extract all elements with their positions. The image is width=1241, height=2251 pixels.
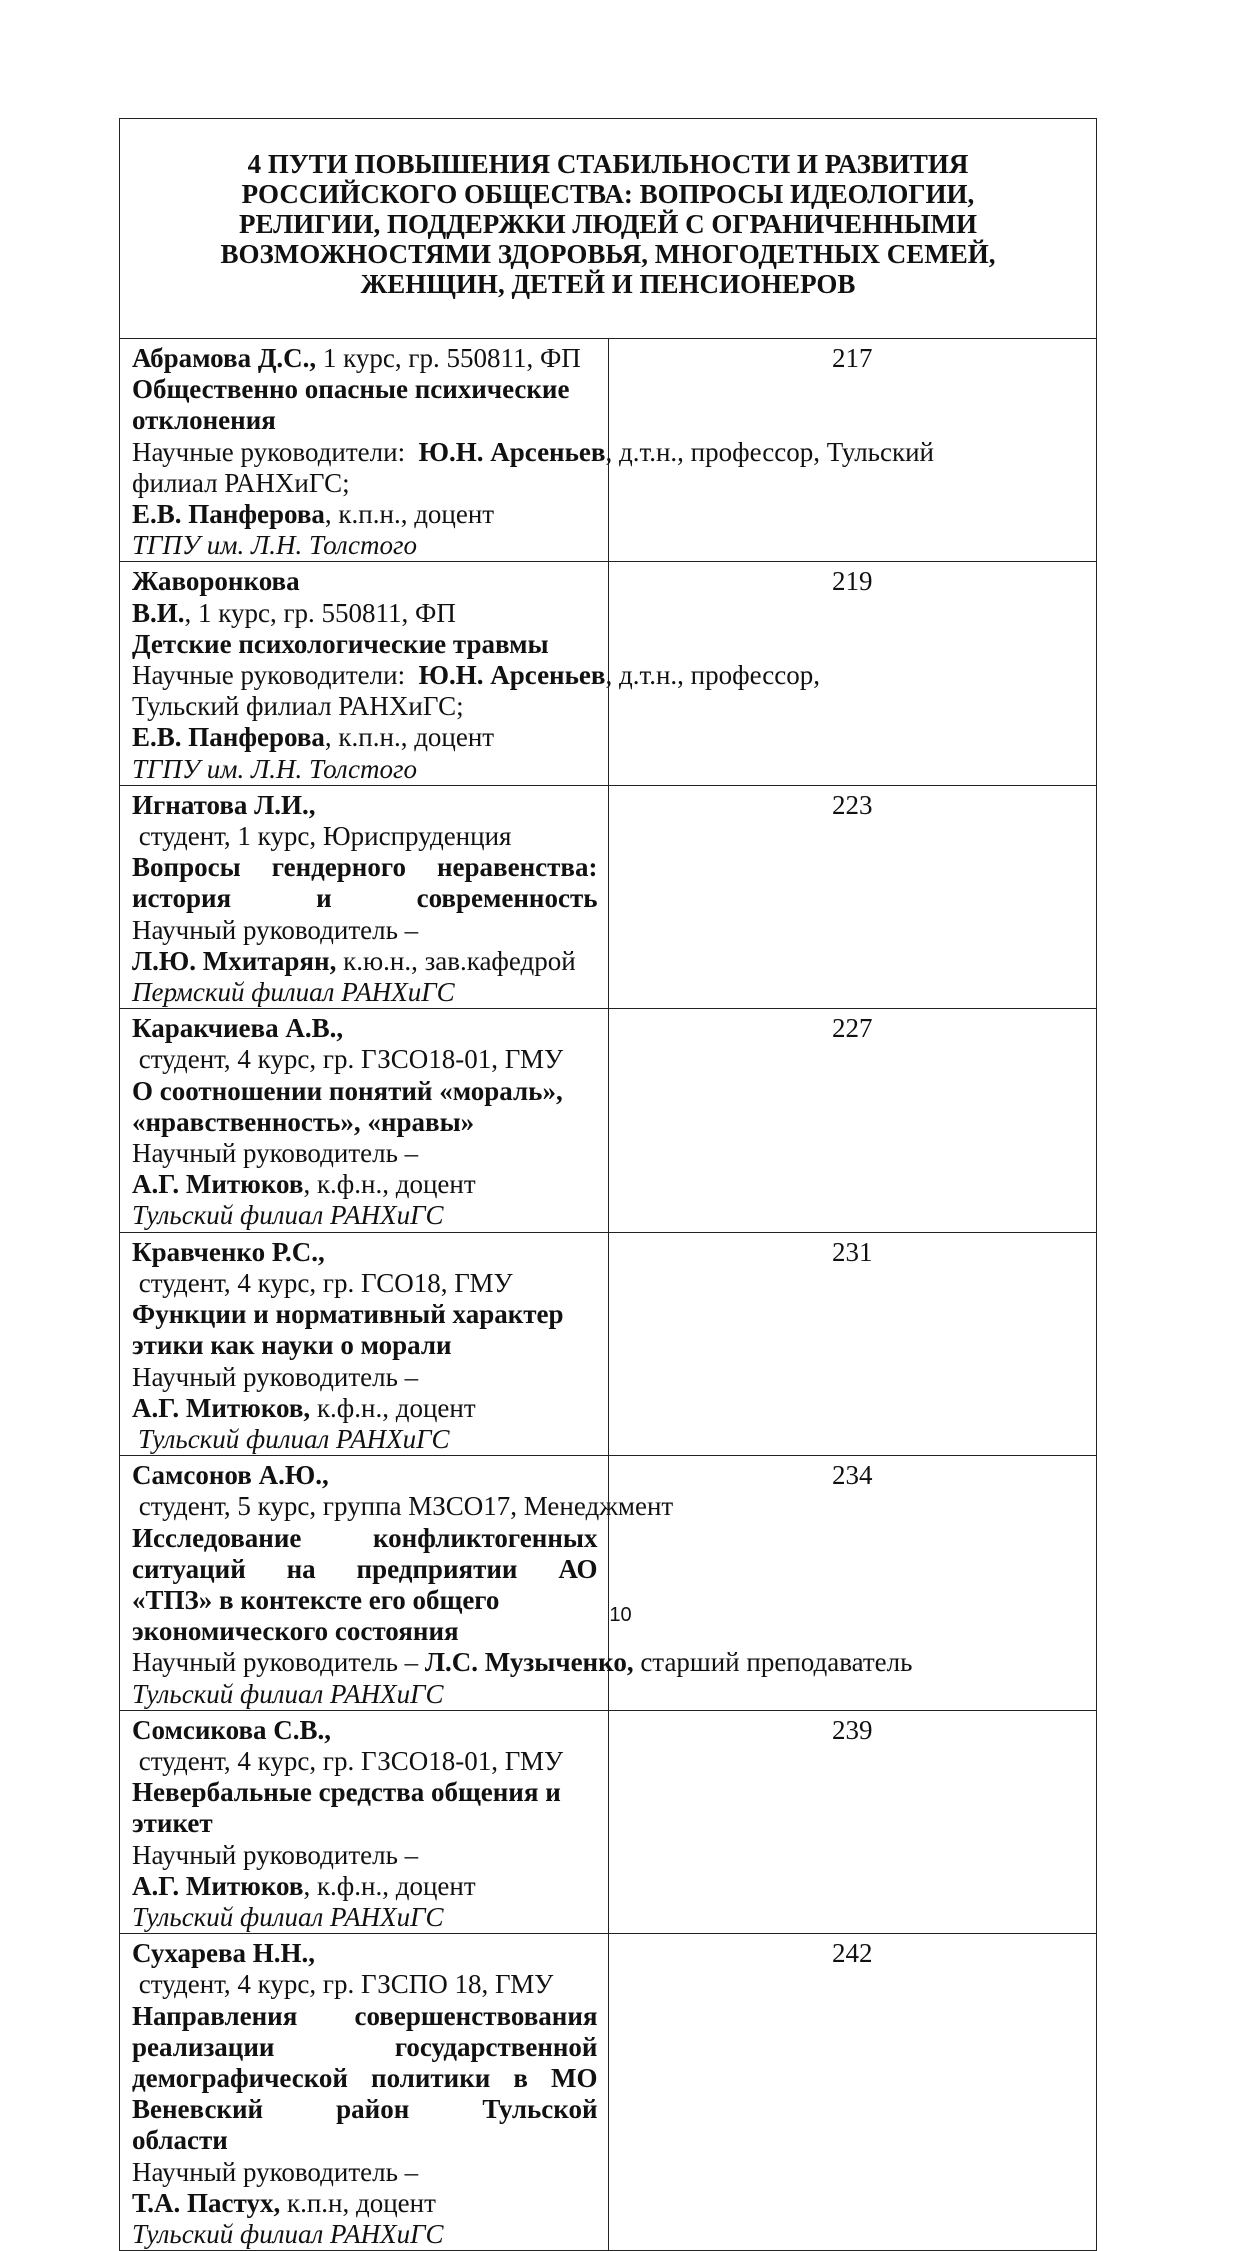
paper-title: Направления совершенствования реализации государственной — [132, 2000, 598, 2062]
author-name: Кравченко Р.С., — [132, 1236, 325, 1267]
author-name: Игнатова Л.И., — [132, 789, 316, 820]
supervisor-name: Т.А. Пастух, — [132, 2187, 281, 2218]
supervisor-line — [132, 915, 598, 977]
supervisor-text: к.ф.н., доцент — [310, 1392, 476, 1423]
supervisor-line — [132, 2157, 598, 2219]
toc-entry — [120, 1934, 609, 2251]
section-title-line: ВОЗМОЖНОСТЯМИ ЗДОРОВЬЯ, МНОГОДЕТНЫХ СЕМЕЙ, — [220, 239, 996, 269]
author-name: Самсонов А.Ю., — [132, 1460, 329, 1491]
supervisor-line — [132, 1647, 913, 1678]
author-name: Жаворонкова В.И. — [132, 566, 300, 628]
paper-title: «ТПЗ» в контексте его общего экономического состояния — [132, 1584, 500, 1647]
page-ref: 217 — [608, 339, 1097, 562]
supervisor-text: к.п.н, доцент — [280, 2187, 436, 2218]
author-line — [132, 1938, 598, 2000]
supervisor-line — [132, 691, 598, 722]
page-ref: 223 — [608, 785, 1097, 1008]
supervisor-text: к.ю.н., зав.кафедрой — [336, 945, 576, 976]
toc-entry — [120, 1710, 609, 1933]
author-line — [132, 790, 598, 852]
supervisor-text: , к.ф.н., доцент — [303, 1169, 476, 1200]
supervisor-text: , к.п.н., доцент — [324, 722, 495, 753]
supervisor-name: Е.В. Панферова — [132, 499, 325, 530]
page-ref: 242 — [608, 1934, 1097, 2251]
toc-entry-row — [120, 1710, 1097, 1933]
toc-entry-row — [120, 339, 1097, 562]
paper-title: области — [132, 2125, 228, 2156]
paper-title: Функции и нормативный характер этики как науки о морали — [132, 1299, 564, 1361]
author-name: Каракчиева А.В., — [132, 1013, 344, 1044]
supervisor-text: старший преподаватель — [633, 1647, 913, 1678]
page-ref: 231 — [608, 1232, 1097, 1455]
author-line — [132, 1715, 598, 1777]
toc-entry-row — [120, 1009, 1097, 1232]
supervisor-name: Л.С. Музыченко, — [424, 1647, 634, 1678]
toc-entry-row — [120, 1934, 1097, 2251]
toc-entry-row — [120, 785, 1097, 1008]
supervisor-line — [132, 1840, 598, 1902]
supervisor-text: Научный руководитель – — [132, 1138, 419, 1169]
supervisor-name: Ю.Н. Арсеньев — [418, 660, 606, 691]
paper-title: Исследование конфликтогенных ситуаций на предприятии АО — [132, 1522, 598, 1584]
author-line — [132, 1460, 674, 1522]
page-ref: 239 — [608, 1710, 1097, 1933]
section-title-line: 4 ПУТИ ПОВЫШЕНИЯ СТАБИЛЬНОСТИ И РАЗВИТИЯ — [247, 149, 969, 179]
author-info: студент, 4 курс, гр. ГЗСО18-01, ГМУ — [132, 1745, 564, 1776]
affiliation: Тульский филиал РАНХиГС — [132, 1200, 444, 1231]
section-title-line: ЖЕНЩИН, ДЕТЕЙ И ПЕНСИОНЕРОВ — [360, 269, 856, 299]
toc-entry-row — [120, 1232, 1097, 1455]
page-ref: 219 — [608, 562, 1097, 785]
toc-entry — [120, 562, 820, 785]
author-info: студент, 4 курс, гр. ГЗСО18-01, ГМУ — [132, 1044, 564, 1075]
supervisor-line — [132, 660, 820, 691]
affiliation: ТГПУ им. Л.Н. Толстого — [132, 530, 418, 561]
supervisor-text: филиал РАНХиГС; — [132, 467, 350, 498]
supervisor-line — [132, 722, 598, 753]
author-info: студент, 1 курс, Юриспруденция — [132, 821, 512, 852]
supervisor-name: А.Г. Митюков, — [132, 1392, 311, 1423]
contents-table — [119, 118, 1097, 2251]
affiliation: Тульский филиал РАНХиГС — [132, 2218, 444, 2249]
toc-entry — [120, 785, 609, 1008]
toc-entry — [120, 1009, 609, 1232]
supervisor-line — [132, 436, 934, 468]
supervisor-name: Е.В. Панферова — [132, 722, 325, 753]
supervisor-line — [132, 468, 598, 499]
supervisor-line — [132, 499, 598, 530]
toc-entry-row — [120, 562, 1097, 785]
supervisor-text: Научные руководители: — [132, 660, 419, 691]
supervisor-text: Научный руководитель – — [132, 1361, 419, 1392]
author-info: , 1 курс, гр. 550811, ФП — [184, 597, 456, 628]
author-line — [132, 343, 598, 374]
author-info: студент, 4 курс, гр. ГЗСПО 18, ГМУ — [132, 1969, 554, 2000]
paper-title: Общественно опасные психические отклонения — [132, 374, 570, 436]
paper-title: Невербальные средства общения и этикет — [132, 1777, 561, 1839]
supervisor-text: Тульский филиал РАНХиГС; — [132, 691, 464, 722]
supervisor-name: Ю.Н. Арсеньев — [418, 436, 606, 467]
affiliation: Пермский филиал РАНХиГС — [132, 977, 455, 1008]
supervisor-text: Научный руководитель – — [132, 914, 419, 945]
toc-entry — [120, 1232, 609, 1455]
affiliation: Тульский филиал РАНХиГС — [132, 1678, 444, 1709]
author-info: студент, 4 курс, гр. ГСО18, ГМУ — [132, 1267, 513, 1298]
section-title-line: РЕЛИГИИ, ПОДДЕРЖКИ ЛЮДЕЙ С ОГРАНИЧЕННЫМИ — [239, 209, 977, 239]
author-info: 1 курс, гр. 550811, ФП — [316, 343, 581, 373]
author-line — [132, 1237, 598, 1299]
section-header-row — [120, 119, 1097, 339]
author-name: Сомсикова С.В., — [132, 1714, 332, 1745]
supervisor-text: , к.ф.н., доцент — [303, 1870, 476, 1901]
paper-title: О соотношении понятий «мораль», «нравственность», «нравы» — [132, 1075, 563, 1137]
supervisor-text: , д.т.н., профессор, Тульский — [605, 436, 934, 467]
supervisor-line — [132, 1138, 598, 1200]
paper-title: Детские психологические травмы — [132, 628, 549, 659]
author-info: студент, 5 курс, группа МЗСО17, Менеджмент — [132, 1491, 674, 1522]
toc-entry-row — [120, 1456, 1097, 1711]
author-name: Абрамова Д.С., — [132, 343, 317, 373]
supervisor-name: А.Г. Митюков — [132, 1169, 304, 1200]
author-line — [132, 566, 598, 628]
paper-title: Вопросы гендерного неравенства: история и современность — [132, 852, 598, 914]
supervisor-text: Научный руководитель – — [132, 1839, 419, 1870]
affiliation: ТГПУ им. Л.Н. Толстого — [132, 753, 418, 784]
author-name: Сухарева Н.Н., — [132, 1938, 316, 1969]
supervisor-name: А.Г. Митюков — [132, 1870, 304, 1901]
supervisor-name: Л.Ю. Мхитарян, — [132, 945, 337, 976]
page-ref: 234 — [608, 1456, 1097, 1711]
page-ref: 227 — [608, 1009, 1097, 1232]
section-title — [120, 119, 1097, 339]
supervisor-text: , к.п.н., доцент — [324, 499, 495, 530]
supervisor-text: Научные руководители: — [132, 436, 419, 467]
author-line — [132, 1013, 598, 1075]
page-number: 10 — [609, 1604, 632, 1626]
affiliation: Тульский филиал РАНХиГС — [132, 1901, 444, 1932]
section-title-line: РОССИЙСКОГО ОБЩЕСТВА: ВОПРОСЫ ИДЕОЛОГИИ, — [241, 179, 975, 209]
affiliation: Тульский филиал РАНХиГС — [138, 1423, 450, 1454]
supervisor-text: Научный руководитель – — [132, 1647, 425, 1678]
supervisor-text: , д.т.н., профессор, — [605, 660, 820, 691]
supervisor-line — [132, 1362, 598, 1424]
supervisor-text: Научный руководитель – — [132, 2156, 419, 2187]
paper-title: демографической политики в МО Веневский район Тульской — [132, 2062, 598, 2125]
